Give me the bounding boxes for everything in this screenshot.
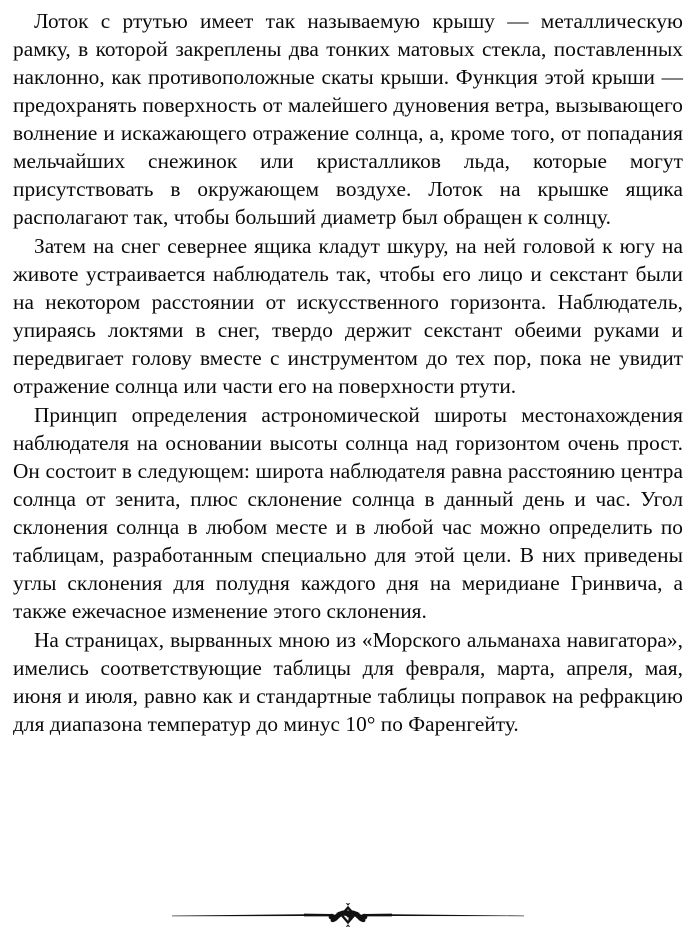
paragraph-4: На страницах, вырванных мною из «Морского альманаха навигатора», имелись соответствующие таблицы для февраля, марта, апреля, мая, июня и июля, равно как и стандартные таблицы поправок на рефракцию для диапазона температур до минус 10° по Фаренгейту. — [13, 627, 683, 736]
paragraph-1: Лоток с ртутью имеет так называемую крышу — металлическую рамку, в которой закреплены два тонких матовых стекла, поставленных наклонно, как противоположные скаты крыши. Функция этой крыши — предохранять поверхность от малейшего дуновения ветра, вызывающего волнение и искажающего отражение солнца, а, кроме того, от попадания мельчайших снежинок или кристалликов льда, которые могут присутствовать в окружающем воздухе. Лоток на крышке ящика располагают так, чтобы больший диаметр был обращен к солнцу. — [13, 9, 683, 230]
paragraph-3: Принцип определения астрономической широты местонахождения наблюдателя на основании высоты солнца над горизонтом очень прост. Он состоит в следующем: широта наблюдателя равна расстоянию центра солнца от зенита, плюс склонение солнца в данный день и час. Угол склонения солнца в любом месте и в любой час можно определить по таблицам, разработанным специально для этой цели. В них приведены углы склонения для полудня каждого дня на меридиане Гринвича, а также ежечасное изменение этого склонения. — [13, 402, 683, 623]
body-text-column — [13, 7, 683, 738]
paragraph-2: Затем на снег севернее ящика кладут шкуру, на ней головой к югу на животе устраивается наблюдатель так, чтобы его лицо и секстант были на некотором расстоянии от искусственного горизонта. Наблюдатель, упираясь локтями в снег, твердо держит секстант обеими руками и передвигает голову вместе с инструментом до тех пор, пока не увидит отражение солнца или части его на поверхности ртути. — [13, 233, 683, 399]
decorative-divider-ornament — [172, 903, 524, 927]
page-footer-ornament — [0, 902, 696, 928]
